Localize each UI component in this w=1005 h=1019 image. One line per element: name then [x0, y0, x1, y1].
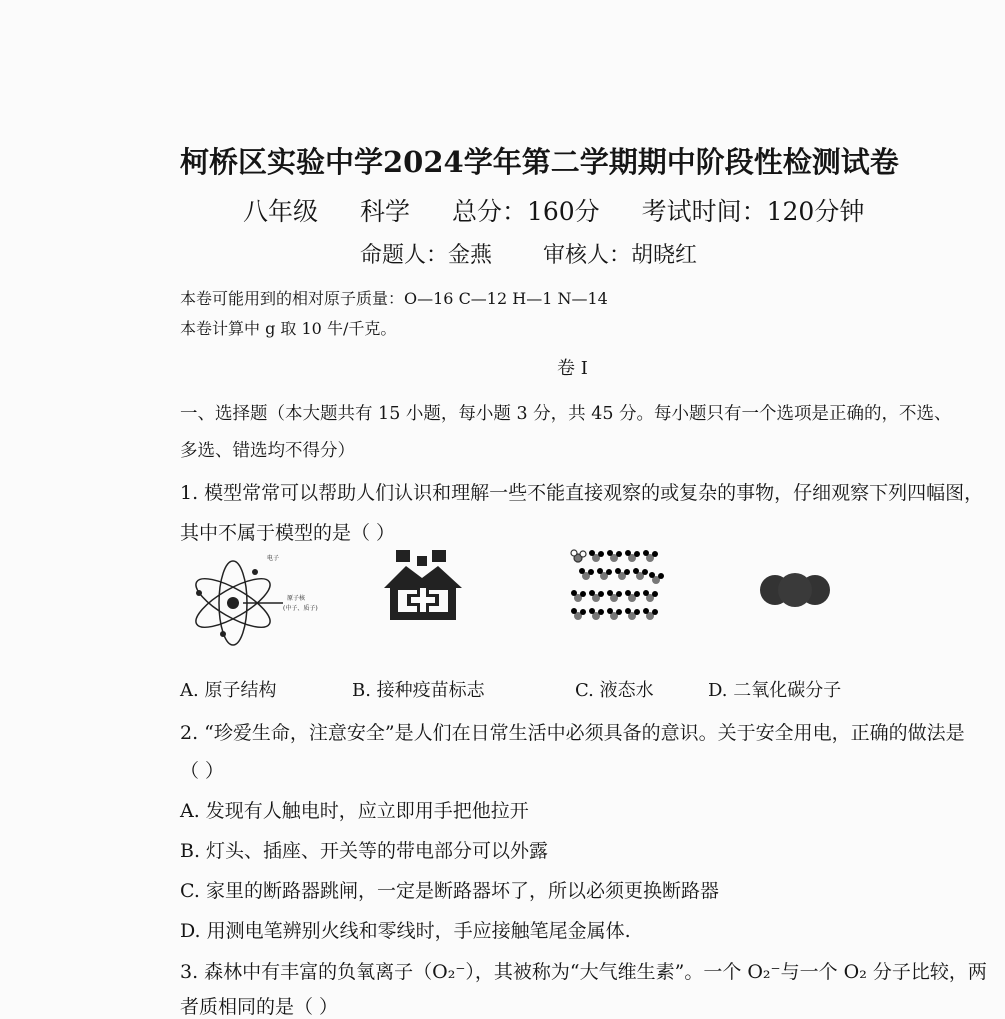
question-1-cont: 其中不属于模型的是（ ）: [180, 522, 396, 544]
subject: 科学: [359, 197, 410, 226]
nucleus-sub-label: (中子、质子): [283, 605, 318, 612]
question-1: 1. 模型常常可以帮助人们认识和理解一些不能直接观察的或复杂的事物，仔细观察下列四幅图，: [180, 482, 984, 504]
q1-option-b: B. 接种疫苗标志: [352, 680, 485, 701]
exam-authors: [360, 238, 741, 269]
question-3-cont: 者质相同的是（ ）: [180, 996, 339, 1018]
question-2-cont: （ ）: [180, 760, 225, 782]
author: 命题人：金燕: [360, 243, 493, 268]
exam-info: [243, 192, 898, 228]
nucleus-label: 原子核: [287, 595, 306, 602]
note-gravity: 本卷计算中 g 取 10 牛/千克。: [180, 319, 397, 338]
grade: 八年级: [243, 197, 319, 226]
section-heading: 一、选择题（本大题共有 15 小题，每小题 3 分，共 45 分。每小题只有一个选项是正确的，不选、: [180, 404, 952, 424]
vaccine-logo-figure: [380, 548, 470, 628]
total-score: 总分：160分: [451, 197, 600, 226]
volume-label: 卷 I: [557, 358, 588, 379]
electron-label: 电子: [267, 555, 280, 562]
q2-option-b: B. 灯头、插座、开关等的带电部分可以外露: [180, 840, 549, 862]
atom-model-figure: [185, 548, 345, 648]
question-3: 3. 森林中有丰富的负氧离子（O₂⁻），其被称为“大气维生素”。一个 O₂⁻与一个 O₂ 分子比较，两: [180, 961, 987, 983]
q2-option-a: A. 发现有人触电时，应立即用手把他拉开: [180, 800, 529, 822]
q2-option-c: C. 家里的断路器跳闸，一定是断路器坏了，所以必须更换断路器: [180, 880, 719, 902]
section-heading-cont: 多选、错选均不得分）: [180, 441, 355, 461]
exam-title: 柯桥区实验中学2024学年第二学期期中阶段性检测试卷: [180, 145, 899, 179]
q1-option-c: C. 液态水: [575, 680, 654, 701]
liquid-water-figure: [570, 548, 690, 638]
note-atomic-mass: 本卷可能用到的相对原子质量：O—16 C—12 H—1 N—14: [180, 289, 608, 308]
exam-time: 考试时间：120分钟: [641, 197, 865, 226]
question-2: 2. “珍爱生命，注意安全”是人们在日常生活中必须具备的意识。关于安全用电，正确的做法是: [180, 722, 965, 744]
co2-molecule-figure: [755, 548, 835, 618]
reviewer: 审核人：胡晓红: [543, 243, 698, 268]
q1-option-d: D. 二氧化碳分子: [708, 680, 842, 701]
q1-option-a: A. 原子结构: [180, 680, 277, 701]
q2-option-d: D. 用测电笔辨别火线和零线时，手应接触笔尾金属体.: [180, 920, 631, 942]
